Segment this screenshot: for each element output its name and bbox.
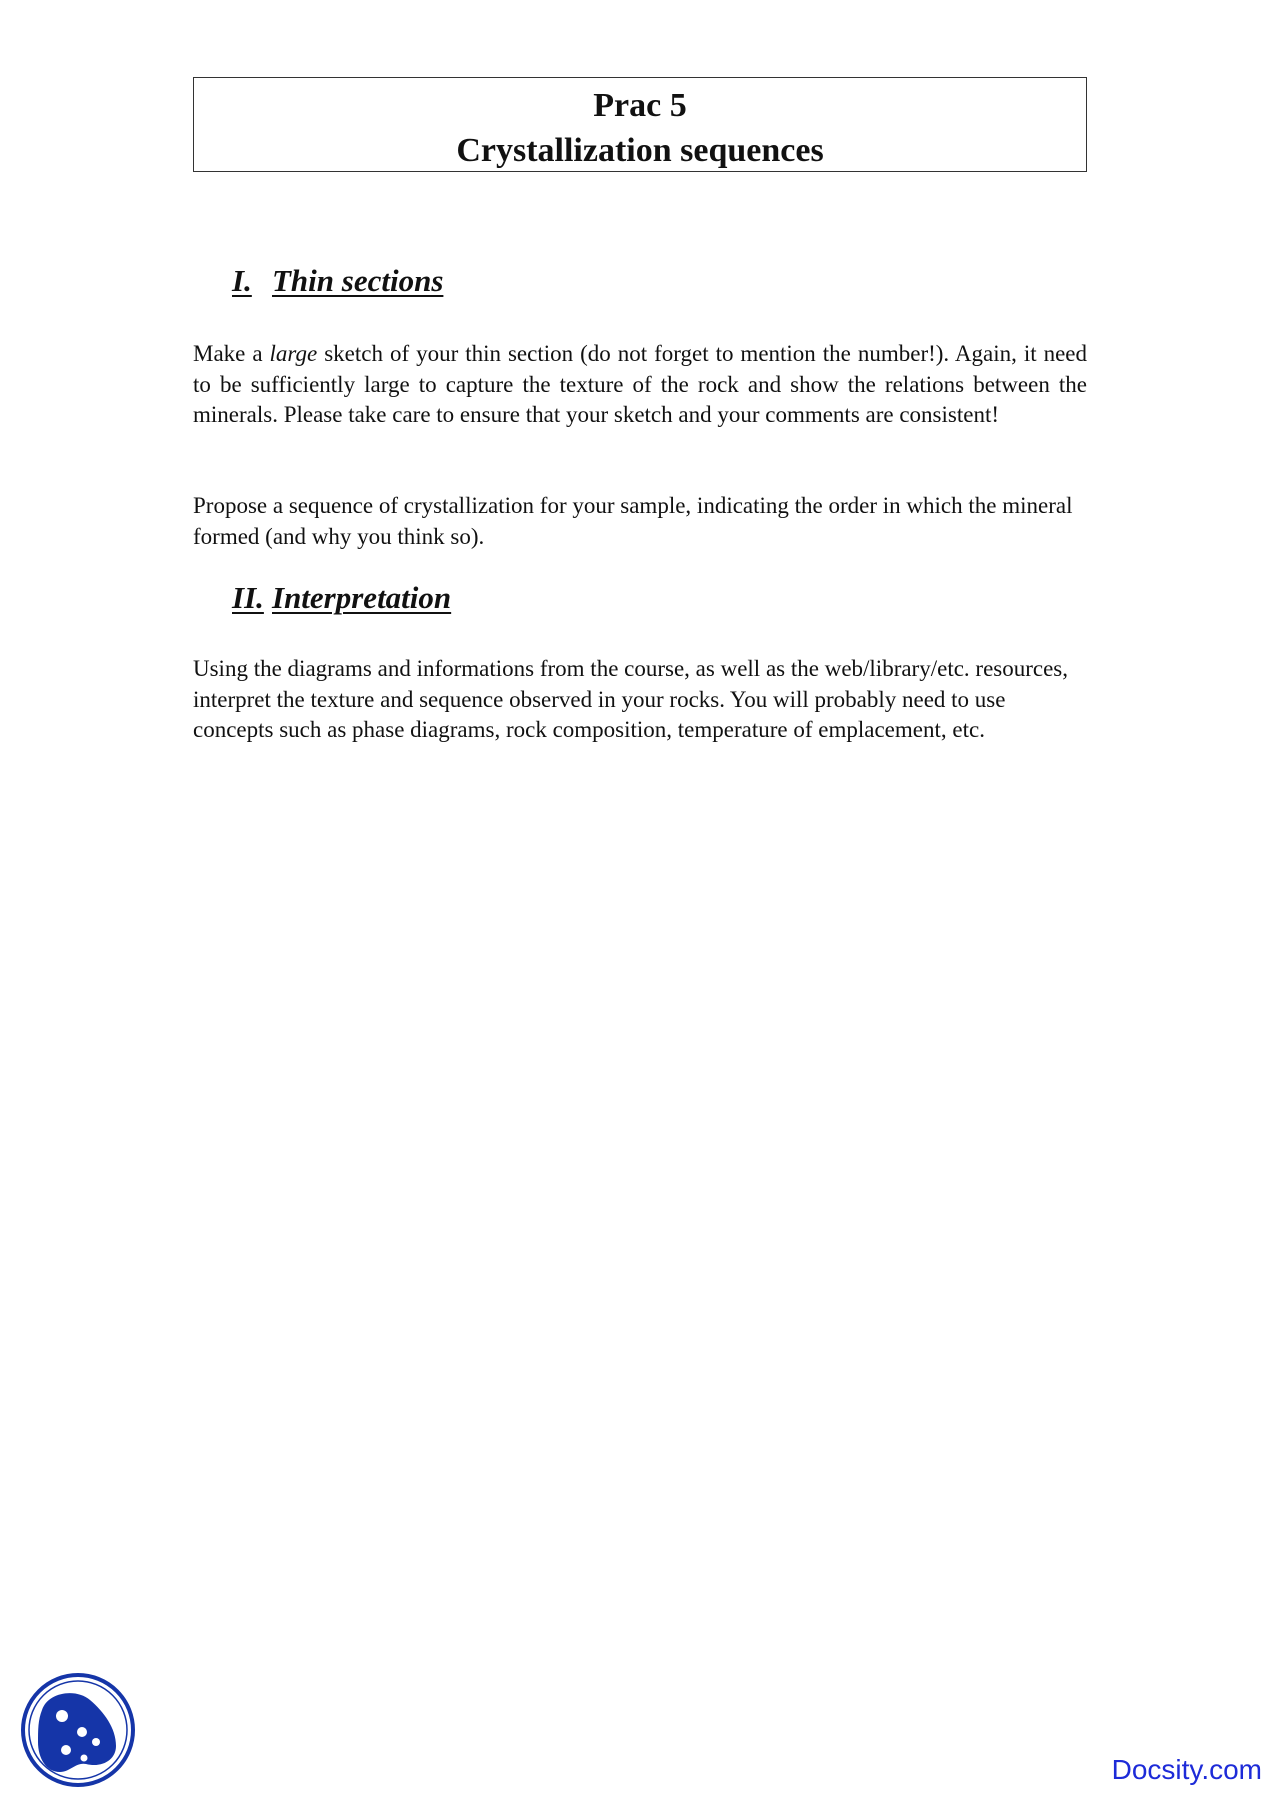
- docsity-brand-link[interactable]: Docsity.com: [1111, 1754, 1262, 1785]
- title-box: [193, 77, 1087, 172]
- section-heading-thin-sections: [232, 263, 443, 299]
- emphasis-large: large: [269, 341, 318, 366]
- docsity-logo-icon[interactable]: [20, 1672, 136, 1788]
- paragraph-sketch: [193, 339, 1087, 431]
- section-title: Thin sections: [272, 263, 444, 298]
- page-title-line-2: Crystallization sequences: [456, 132, 824, 169]
- page-title-line-1: Prac 5: [593, 87, 687, 124]
- paragraph-sequence: Propose a sequence of crystallization for your sample, indicating the order in which the mineral formed (and why you think so).: [193, 493, 1073, 549]
- paragraph-text: Make a: [193, 341, 270, 366]
- section-number: II.: [232, 580, 264, 615]
- section-heading-interpretation: [232, 580, 451, 616]
- section-title: Interpretation: [272, 580, 452, 615]
- section-number: I.: [232, 263, 252, 298]
- paragraph-interpretation: Using the diagrams and informations from the course, as well as the web/library/etc. resources, interpret the texture and sequence observed in your rocks. You will probably need to use concepts such as phase diagrams, rock composition, temperature of emplacement, etc.: [193, 656, 1069, 742]
- paragraph-text: sketch of your thin section (do not forget to mention the number!). Again, it need to be sufficiently large to capture the texture of the rock and show the relations between the minerals. Please take care to ensure that your sketch and your comments are consistent!: [193, 341, 1087, 427]
